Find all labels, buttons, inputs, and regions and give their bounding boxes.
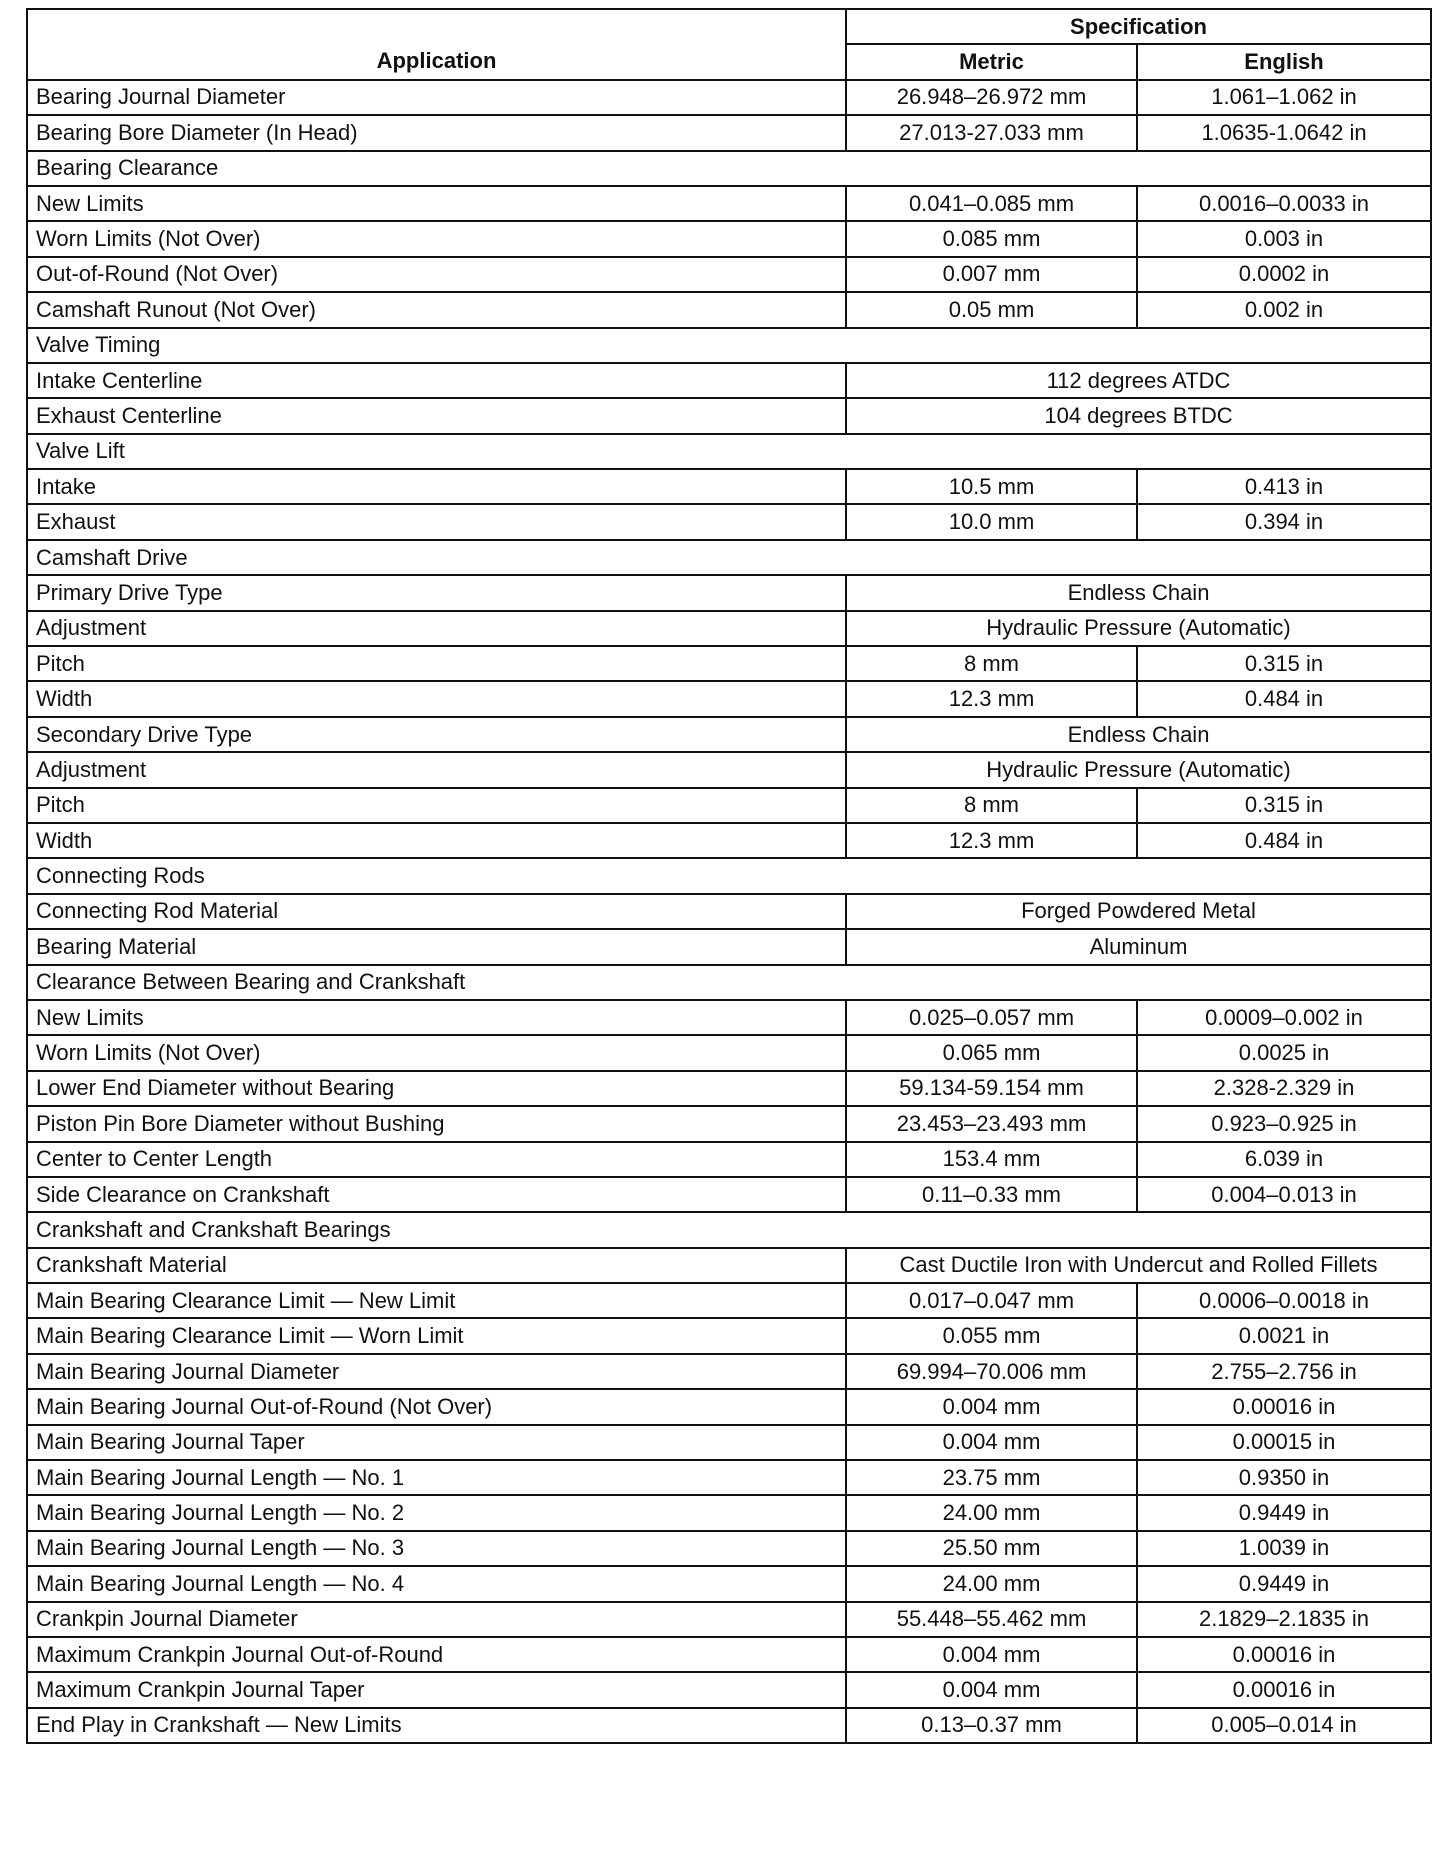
application-cell: End Play in Crankshaft — New Limits	[27, 1708, 846, 1743]
english-cell: 0.005–0.014 in	[1137, 1708, 1431, 1743]
section-heading: Camshaft Drive	[27, 540, 1431, 575]
english-header: English	[1137, 44, 1431, 79]
metric-cell: 153.4 mm	[846, 1142, 1137, 1177]
metric-cell: 10.0 mm	[846, 504, 1137, 539]
table-row	[27, 1000, 1431, 1035]
metric-cell: 27.013-27.033 mm	[846, 115, 1137, 150]
section-heading-row	[27, 328, 1431, 363]
application-cell: Main Bearing Journal Taper	[27, 1425, 846, 1460]
table-header	[27, 9, 1431, 80]
application-cell: Width	[27, 681, 846, 716]
metric-cell: 59.134-59.154 mm	[846, 1071, 1137, 1106]
application-cell: Adjustment	[27, 611, 846, 646]
section-heading-row	[27, 1212, 1431, 1247]
english-cell: 0.0006–0.0018 in	[1137, 1283, 1431, 1318]
application-cell: Lower End Diameter without Bearing	[27, 1071, 846, 1106]
table-row	[27, 1106, 1431, 1141]
table-row	[27, 398, 1431, 433]
metric-cell: 23.75 mm	[846, 1460, 1137, 1495]
application-cell: Main Bearing Clearance Limit — Worn Limit	[27, 1318, 846, 1353]
table-row	[27, 1566, 1431, 1601]
table-row	[27, 1672, 1431, 1707]
table-row	[27, 1389, 1431, 1424]
metric-cell: 0.05 mm	[846, 292, 1137, 327]
english-cell: 0.484 in	[1137, 823, 1431, 858]
english-cell: 1.061–1.062 in	[1137, 80, 1431, 115]
table-row	[27, 1071, 1431, 1106]
section-heading: Crankshaft and Crankshaft Bearings	[27, 1212, 1431, 1247]
application-cell: Secondary Drive Type	[27, 717, 846, 752]
table-row	[27, 221, 1431, 256]
application-cell: Bearing Bore Diameter (In Head)	[27, 115, 846, 150]
application-cell: Main Bearing Journal Length — No. 1	[27, 1460, 846, 1495]
section-heading-row	[27, 151, 1431, 186]
table-body	[27, 80, 1431, 1743]
english-cell: 0.003 in	[1137, 221, 1431, 256]
table-row	[27, 1283, 1431, 1318]
english-cell: 1.0039 in	[1137, 1531, 1431, 1566]
section-heading-row	[27, 858, 1431, 893]
metric-cell: 0.007 mm	[846, 257, 1137, 292]
application-cell: Main Bearing Journal Length — No. 4	[27, 1566, 846, 1601]
table-row	[27, 504, 1431, 539]
spec-value-cell: 112 degrees ATDC	[846, 363, 1431, 398]
table-row	[27, 1248, 1431, 1283]
spec-value-cell: Hydraulic Pressure (Automatic)	[846, 752, 1431, 787]
metric-cell: 26.948–26.972 mm	[846, 80, 1137, 115]
spec-value-cell: 104 degrees BTDC	[846, 398, 1431, 433]
english-cell: 0.0021 in	[1137, 1318, 1431, 1353]
table-row	[27, 1354, 1431, 1389]
application-cell: Maximum Crankpin Journal Out-of-Round	[27, 1637, 846, 1672]
english-cell: 0.0025 in	[1137, 1035, 1431, 1070]
table-row	[27, 186, 1431, 221]
application-cell: New Limits	[27, 186, 846, 221]
metric-cell: 0.13–0.37 mm	[846, 1708, 1137, 1743]
metric-cell: 0.065 mm	[846, 1035, 1137, 1070]
table-row	[27, 1035, 1431, 1070]
application-cell: Main Bearing Journal Out-of-Round (Not Over)	[27, 1389, 846, 1424]
application-cell: Exhaust	[27, 504, 846, 539]
metric-cell: 25.50 mm	[846, 1531, 1137, 1566]
metric-cell: 0.025–0.057 mm	[846, 1000, 1137, 1035]
table-row	[27, 1531, 1431, 1566]
metric-cell: 0.041–0.085 mm	[846, 186, 1137, 221]
table-row	[27, 1708, 1431, 1743]
metric-cell: 0.004 mm	[846, 1425, 1137, 1460]
section-heading: Connecting Rods	[27, 858, 1431, 893]
table-row	[27, 611, 1431, 646]
metric-cell: 12.3 mm	[846, 681, 1137, 716]
application-cell: Center to Center Length	[27, 1142, 846, 1177]
application-cell: Intake Centerline	[27, 363, 846, 398]
application-cell: Camshaft Runout (Not Over)	[27, 292, 846, 327]
application-cell: Exhaust Centerline	[27, 398, 846, 433]
metric-cell: 24.00 mm	[846, 1566, 1137, 1601]
table-row	[27, 823, 1431, 858]
application-cell: Main Bearing Journal Length — No. 3	[27, 1531, 846, 1566]
table-row	[27, 1637, 1431, 1672]
english-cell: 2.755–2.756 in	[1137, 1354, 1431, 1389]
english-cell: 0.0009–0.002 in	[1137, 1000, 1431, 1035]
english-cell: 0.004–0.013 in	[1137, 1177, 1431, 1212]
metric-cell: 12.3 mm	[846, 823, 1137, 858]
header-row-1	[27, 9, 1431, 44]
application-cell: Adjustment	[27, 752, 846, 787]
metric-cell: 0.017–0.047 mm	[846, 1283, 1137, 1318]
metric-cell: 0.004 mm	[846, 1637, 1137, 1672]
application-cell: Pitch	[27, 646, 846, 681]
application-cell: Piston Pin Bore Diameter without Bushing	[27, 1106, 846, 1141]
application-cell: Main Bearing Clearance Limit — New Limit	[27, 1283, 846, 1318]
english-cell: 0.923–0.925 in	[1137, 1106, 1431, 1141]
table-row	[27, 80, 1431, 115]
table-row	[27, 681, 1431, 716]
section-heading-row	[27, 965, 1431, 1000]
table-row	[27, 292, 1431, 327]
english-cell: 0.9449 in	[1137, 1495, 1431, 1530]
metric-header: Metric	[846, 44, 1137, 79]
application-cell: Out-of-Round (Not Over)	[27, 257, 846, 292]
metric-cell: 0.055 mm	[846, 1318, 1137, 1353]
table-row	[27, 1177, 1431, 1212]
english-cell: 0.9350 in	[1137, 1460, 1431, 1495]
specification-header: Specification	[846, 9, 1431, 44]
english-cell: 0.484 in	[1137, 681, 1431, 716]
spec-value-cell: Hydraulic Pressure (Automatic)	[846, 611, 1431, 646]
section-heading: Clearance Between Bearing and Crankshaft	[27, 965, 1431, 1000]
spec-value-cell: Endless Chain	[846, 575, 1431, 610]
section-heading-row	[27, 540, 1431, 575]
table-row	[27, 752, 1431, 787]
metric-cell: 8 mm	[846, 788, 1137, 823]
spec-value-cell: Aluminum	[846, 929, 1431, 964]
application-cell: Side Clearance on Crankshaft	[27, 1177, 846, 1212]
english-cell: 0.00015 in	[1137, 1425, 1431, 1460]
application-cell: Worn Limits (Not Over)	[27, 1035, 846, 1070]
metric-cell: 23.453–23.493 mm	[846, 1106, 1137, 1141]
application-cell: Crankpin Journal Diameter	[27, 1602, 846, 1637]
application-header: Application	[27, 9, 846, 80]
metric-cell: 8 mm	[846, 646, 1137, 681]
application-cell: Pitch	[27, 788, 846, 823]
table-row	[27, 1142, 1431, 1177]
metric-cell: 55.448–55.462 mm	[846, 1602, 1137, 1637]
application-cell: Crankshaft Material	[27, 1248, 846, 1283]
table-row	[27, 894, 1431, 929]
table-row	[27, 469, 1431, 504]
table-row	[27, 717, 1431, 752]
english-cell: 0.002 in	[1137, 292, 1431, 327]
english-cell: 6.039 in	[1137, 1142, 1431, 1177]
application-cell: Bearing Material	[27, 929, 846, 964]
table-row	[27, 257, 1431, 292]
table-row	[27, 1318, 1431, 1353]
english-cell: 2.328-2.329 in	[1137, 1071, 1431, 1106]
table-row	[27, 575, 1431, 610]
english-cell: 0.0002 in	[1137, 257, 1431, 292]
english-cell: 0.0016–0.0033 in	[1137, 186, 1431, 221]
application-cell: Connecting Rod Material	[27, 894, 846, 929]
section-heading: Bearing Clearance	[27, 151, 1431, 186]
english-cell: 0.00016 in	[1137, 1637, 1431, 1672]
english-cell: 0.315 in	[1137, 788, 1431, 823]
table-row	[27, 929, 1431, 964]
table-row	[27, 1602, 1431, 1637]
application-cell: Primary Drive Type	[27, 575, 846, 610]
application-cell: Bearing Journal Diameter	[27, 80, 846, 115]
application-cell: Main Bearing Journal Diameter	[27, 1354, 846, 1389]
metric-cell: 24.00 mm	[846, 1495, 1137, 1530]
section-heading: Valve Timing	[27, 328, 1431, 363]
section-heading: Valve Lift	[27, 434, 1431, 469]
metric-cell: 69.994–70.006 mm	[846, 1354, 1137, 1389]
metric-cell: 10.5 mm	[846, 469, 1137, 504]
english-cell: 0.394 in	[1137, 504, 1431, 539]
english-cell: 0.315 in	[1137, 646, 1431, 681]
application-cell: Maximum Crankpin Journal Taper	[27, 1672, 846, 1707]
application-cell: Intake	[27, 469, 846, 504]
spec-value-cell: Endless Chain	[846, 717, 1431, 752]
english-cell: 2.1829–2.1835 in	[1137, 1602, 1431, 1637]
application-cell: Width	[27, 823, 846, 858]
specification-table	[26, 8, 1432, 1744]
table-row	[27, 646, 1431, 681]
table-row	[27, 115, 1431, 150]
metric-cell: 0.085 mm	[846, 221, 1137, 256]
english-cell: 0.00016 in	[1137, 1672, 1431, 1707]
spec-value-cell: Forged Powdered Metal	[846, 894, 1431, 929]
english-cell: 1.0635-1.0642 in	[1137, 115, 1431, 150]
section-heading-row	[27, 434, 1431, 469]
table-row	[27, 1460, 1431, 1495]
metric-cell: 0.004 mm	[846, 1389, 1137, 1424]
english-cell: 0.9449 in	[1137, 1566, 1431, 1601]
table-row	[27, 363, 1431, 398]
application-cell: New Limits	[27, 1000, 846, 1035]
english-cell: 0.00016 in	[1137, 1389, 1431, 1424]
application-cell: Main Bearing Journal Length — No. 2	[27, 1495, 846, 1530]
table-row	[27, 1425, 1431, 1460]
metric-cell: 0.11–0.33 mm	[846, 1177, 1137, 1212]
table-row	[27, 1495, 1431, 1530]
table-row	[27, 788, 1431, 823]
metric-cell: 0.004 mm	[846, 1672, 1137, 1707]
spec-value-cell: Cast Ductile Iron with Undercut and Rolled Fillets	[846, 1248, 1431, 1283]
application-cell: Worn Limits (Not Over)	[27, 221, 846, 256]
english-cell: 0.413 in	[1137, 469, 1431, 504]
